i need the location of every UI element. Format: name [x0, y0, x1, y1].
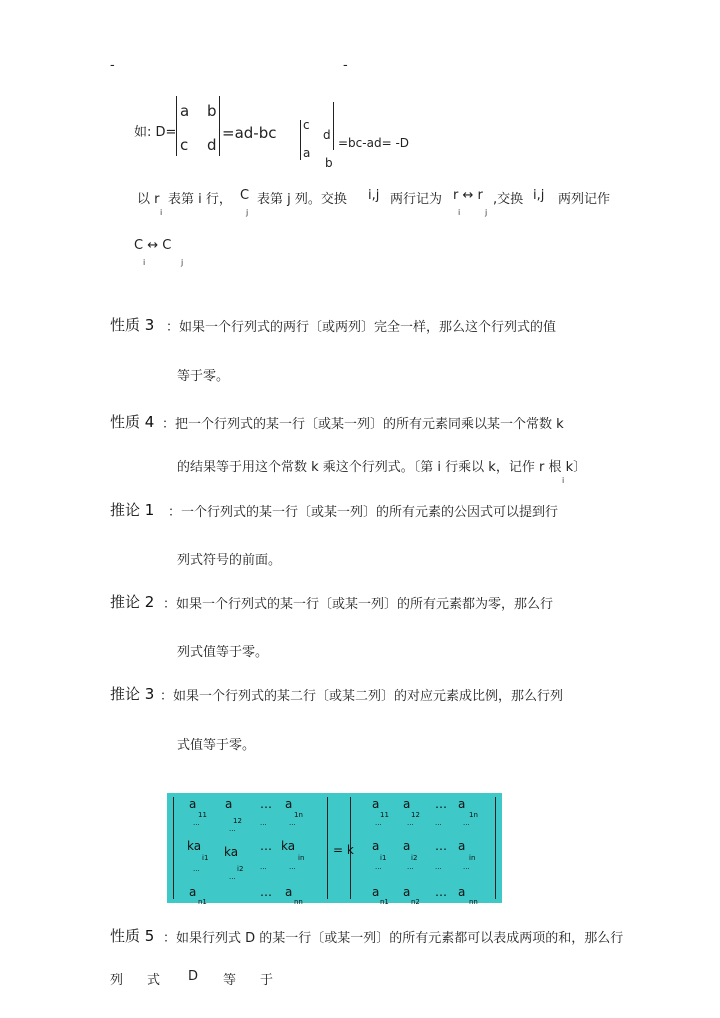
property-line-1: ：如果一个行列式的某二行〔或某二列〕的对应元素成比例，那么行列: [160, 689, 564, 704]
matrix-dots: ···: [289, 865, 296, 873]
right-det-bar-2: [495, 797, 496, 899]
matrix-cell: a: [189, 797, 197, 811]
matrix-cell: …: [435, 797, 447, 811]
det-bar-left: [176, 96, 177, 156]
notation-text: r ↔ r: [453, 188, 483, 203]
notation-text: 两行记为: [390, 192, 443, 207]
notation-text: ,交换: [493, 192, 524, 207]
determinant-figure: [167, 793, 502, 906]
property-line-1: ：如果一个行列式的两行〔或两列〕完全一样，那么这个行列式的值: [166, 320, 557, 335]
notation-text: 表第 i 行，: [168, 192, 232, 207]
matrix-dots: ···: [260, 865, 267, 873]
matrix-cell: a: [189, 885, 197, 899]
matrix-sub: 12: [411, 811, 420, 819]
matrix-dots: ···: [289, 821, 296, 829]
notation-sub: j: [181, 258, 184, 267]
notation-text: C ↔ C: [134, 238, 172, 253]
m2-b: b: [325, 156, 333, 170]
matrix-sub: n2: [411, 898, 420, 906]
property-label: 性质 5: [110, 927, 155, 945]
matrix-sub: i2: [237, 865, 244, 873]
spread-char: 列: [110, 973, 124, 988]
matrix-cell: a: [372, 797, 380, 811]
matrix-dots: ···: [229, 875, 236, 883]
notation-text: 表第 j 列。交换: [257, 192, 347, 207]
matrix-sub: 1n: [469, 811, 478, 819]
matrix-dots: ···: [193, 867, 200, 875]
matrix-cell: …: [435, 885, 447, 899]
m1-c: c: [180, 136, 189, 154]
matrix-cell: ka: [187, 839, 202, 853]
property-line-2: 等于零。: [177, 369, 230, 384]
property-line-1: ：把一个行列式的某一行〔或某一列〕的所有元素同乘以某一个常数 k: [162, 417, 564, 432]
property-line-2: 列式值等于零。: [177, 645, 269, 660]
notation-sub: i: [458, 208, 461, 217]
m1-d: d: [207, 136, 217, 154]
matrix-cell: …: [260, 839, 272, 853]
top-mark-right: -: [343, 58, 348, 73]
notation-sub: i: [143, 258, 146, 267]
matrix-sub: n1: [380, 898, 389, 906]
matrix-sub: i2: [411, 854, 418, 862]
matrix-dots: ···: [229, 827, 236, 835]
left-det-bar-1: [173, 797, 174, 899]
notation-sub: j: [246, 208, 249, 217]
property-line-1: ：如果行列式 D 的某一行〔或某一列〕的所有元素都可以表成两项的和，那么行: [163, 931, 624, 946]
property-label: 推论 2: [110, 593, 155, 611]
left-det-bar-2: [327, 797, 328, 899]
spread-char: 式: [147, 973, 161, 988]
notation-text: i,j: [368, 188, 380, 203]
notation-sub: i: [160, 208, 163, 217]
property-line-1: ：如果一个行列式的某一行〔或某一列〕的所有元素都为零，那么行: [163, 597, 554, 612]
notation-text: i,j: [533, 188, 545, 203]
property-label: 性质 4: [110, 413, 155, 431]
matrix-dots: ···: [375, 865, 382, 873]
matrix-cell: a: [458, 839, 466, 853]
matrix-cell: a: [285, 797, 293, 811]
eq2: =bc-ad= -D: [338, 136, 410, 150]
matrix-dots: ···: [435, 821, 442, 829]
m2-d: d: [323, 128, 331, 142]
property-sub: i: [562, 476, 565, 485]
matrix-cell: ka: [224, 845, 239, 859]
notation-sub: j: [485, 208, 488, 217]
matrix-cell: a: [225, 797, 233, 811]
matrix-sub: i1: [202, 854, 209, 862]
property-line-2: 式值等于零。: [177, 738, 256, 753]
matrix-sub: 11: [198, 811, 207, 819]
matrix-sub: in: [469, 854, 476, 862]
property-label: 推论 3: [110, 685, 155, 703]
matrix-cell: a: [458, 797, 466, 811]
spread-char: D: [188, 969, 199, 984]
property-label: 性质 3: [110, 316, 155, 334]
matrix-cell: a: [458, 885, 466, 899]
matrix-sub: 1n: [294, 811, 303, 819]
matrix-cell: a: [285, 885, 293, 899]
property-line-2: 的结果等于用这个常数 k 乘这个行列式。〔第 i 行乘以 k，记作 r 根 k〕: [177, 460, 587, 475]
top-mark-left: -: [110, 58, 115, 73]
matrix-dots: ···: [407, 865, 414, 873]
matrix-sub: nn: [294, 898, 303, 906]
matrix-sub: n1: [198, 898, 207, 906]
det2-bar-right: [333, 102, 334, 150]
matrix-sub: in: [298, 854, 305, 862]
m1-a: a: [180, 102, 190, 120]
example-prefix: 如: D=: [134, 125, 177, 140]
matrix-dots: ···: [375, 821, 382, 829]
matrix-cell: a: [403, 839, 411, 853]
det2-bar-left: [300, 120, 301, 160]
matrix-cell: ka: [281, 839, 296, 853]
matrix-sub: i1: [380, 854, 387, 862]
eq1: =ad-bc: [222, 124, 277, 142]
property-label: 推论 1: [110, 501, 155, 519]
matrix-dots: ···: [463, 865, 470, 873]
matrix-dots: ···: [193, 821, 200, 829]
matrix-dots: ···: [435, 865, 442, 873]
spread-char: 于: [260, 973, 274, 988]
m1-b: b: [207, 102, 217, 120]
m2-c: c: [303, 118, 310, 132]
matrix-sub: nn: [469, 898, 478, 906]
matrix-cell: a: [403, 797, 411, 811]
matrix-sub: 11: [380, 811, 389, 819]
matrix-cell: …: [260, 885, 272, 899]
matrix-dots: ···: [407, 821, 414, 829]
m2-a: a: [303, 146, 311, 160]
spread-char: 等: [223, 973, 237, 988]
matrix-cell: a: [403, 885, 411, 899]
notation-text: 两列记作: [558, 192, 611, 207]
property-line-1: ：一个行列式的某一行〔或某一列〕的所有元素的公因式可以提到行: [168, 505, 559, 520]
matrix-sub: 12: [233, 817, 242, 825]
det-bar-right: [219, 96, 220, 156]
matrix-dots: ···: [260, 821, 267, 829]
property-line-2: 列式符号的前面。: [177, 553, 282, 568]
matrix-cell: …: [435, 839, 447, 853]
matrix-dots: ···: [463, 821, 470, 829]
matrix-cell: …: [260, 797, 272, 811]
equals-k: = k: [333, 843, 354, 857]
notation-text: C: [240, 188, 250, 203]
matrix-cell: a: [372, 839, 380, 853]
matrix-cell: a: [372, 885, 380, 899]
notation-text: 以 r: [137, 192, 160, 207]
